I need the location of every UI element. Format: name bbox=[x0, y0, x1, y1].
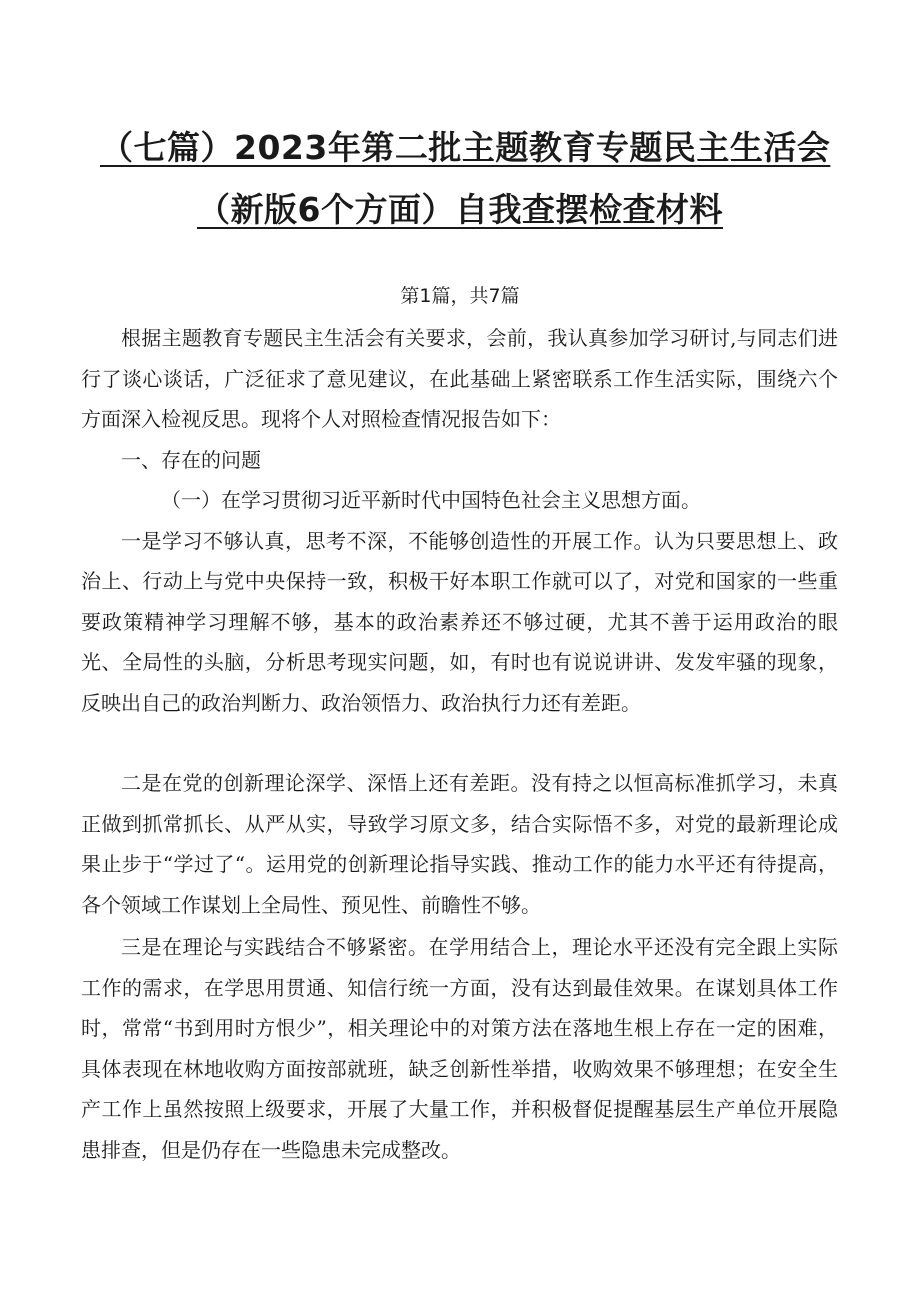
point-1-paragraph: 一是学习不够认真，思考不深，不能够创造性的开展工作。认为只要思想上、政治上、行动上与党中央保持一致，积极干好本职工作就可以了，对党和国家的一些重要政策精神学习理解不够，基本的政治素养还不够过硬，尤其不善于运用政治的眼光、全局性的头脑，分析思考现实问题，如，有时也有说说讲讲、发发牢骚的现象，反映出自己的政治判断力、政治领悟力、政治执行力还有差距。 bbox=[81, 528, 838, 715]
document-title-line-2 bbox=[100, 188, 820, 232]
point-2-paragraph: 二是在党的创新理论深学、深悟上还有差距。没有持之以恒高标准抓学习，未真正做到抓常抓长、从严从实，导致学习原文多，结合实际悟不多，对党的最新理论成果止步于“学过了“。运用党的创新理论指导实践、推动工作的能力水平还有待提高，各个领域工作谋划上全局性、预见性、前瞻性不够。 bbox=[81, 771, 838, 917]
point-2-block bbox=[81, 763, 838, 925]
page-indicator: 第1篇，共7篇 bbox=[400, 285, 520, 307]
point-3-block bbox=[81, 927, 838, 1170]
subsection-heading: （一）在学习贯彻习近平新时代中国特色社会主义思想方面。 bbox=[161, 488, 701, 512]
intro-paragraph: 根据主题教育专题民主生活会有关要求，会前，我认真参加学习研讨,与同志们进行了谈心谈话，广泛征求了意见建议，在此基础上紧密联系工作生活实际，围绕六个方面深入检视反思。现将个人对照检查情况报告如下： bbox=[81, 326, 838, 431]
intro-block bbox=[81, 318, 838, 723]
title-line-1-text: （七篇）2023年第二批主题教育专题民主生活会 bbox=[100, 128, 831, 167]
document-title-line-1 bbox=[100, 126, 831, 170]
section-heading: 一、存在的问题 bbox=[121, 447, 261, 472]
point-3-paragraph: 三是在理论与实践结合不够紧密。在学用结合上，理论水平还没有完全跟上实际工作的需求，在学思用贯通、知信行统一方面，没有达到最佳效果。在谋划具体工作时，常常“书到用时方恨少”，相关理论中的对策方法在落地生根上存在一定的困难，具体表现在林地收购方面按部就班，缺乏创新性举措，收购效果不够理想；在安全生产工作上虽然按照上级要求，开展了大量工作，并积极督促提醒基层生产单位开展隐患排查，但是仍存在一些隐患未完成整改。 bbox=[81, 935, 838, 1162]
title-line-2-text: （新版6个方面）自我查摆检查材料 bbox=[197, 190, 723, 229]
